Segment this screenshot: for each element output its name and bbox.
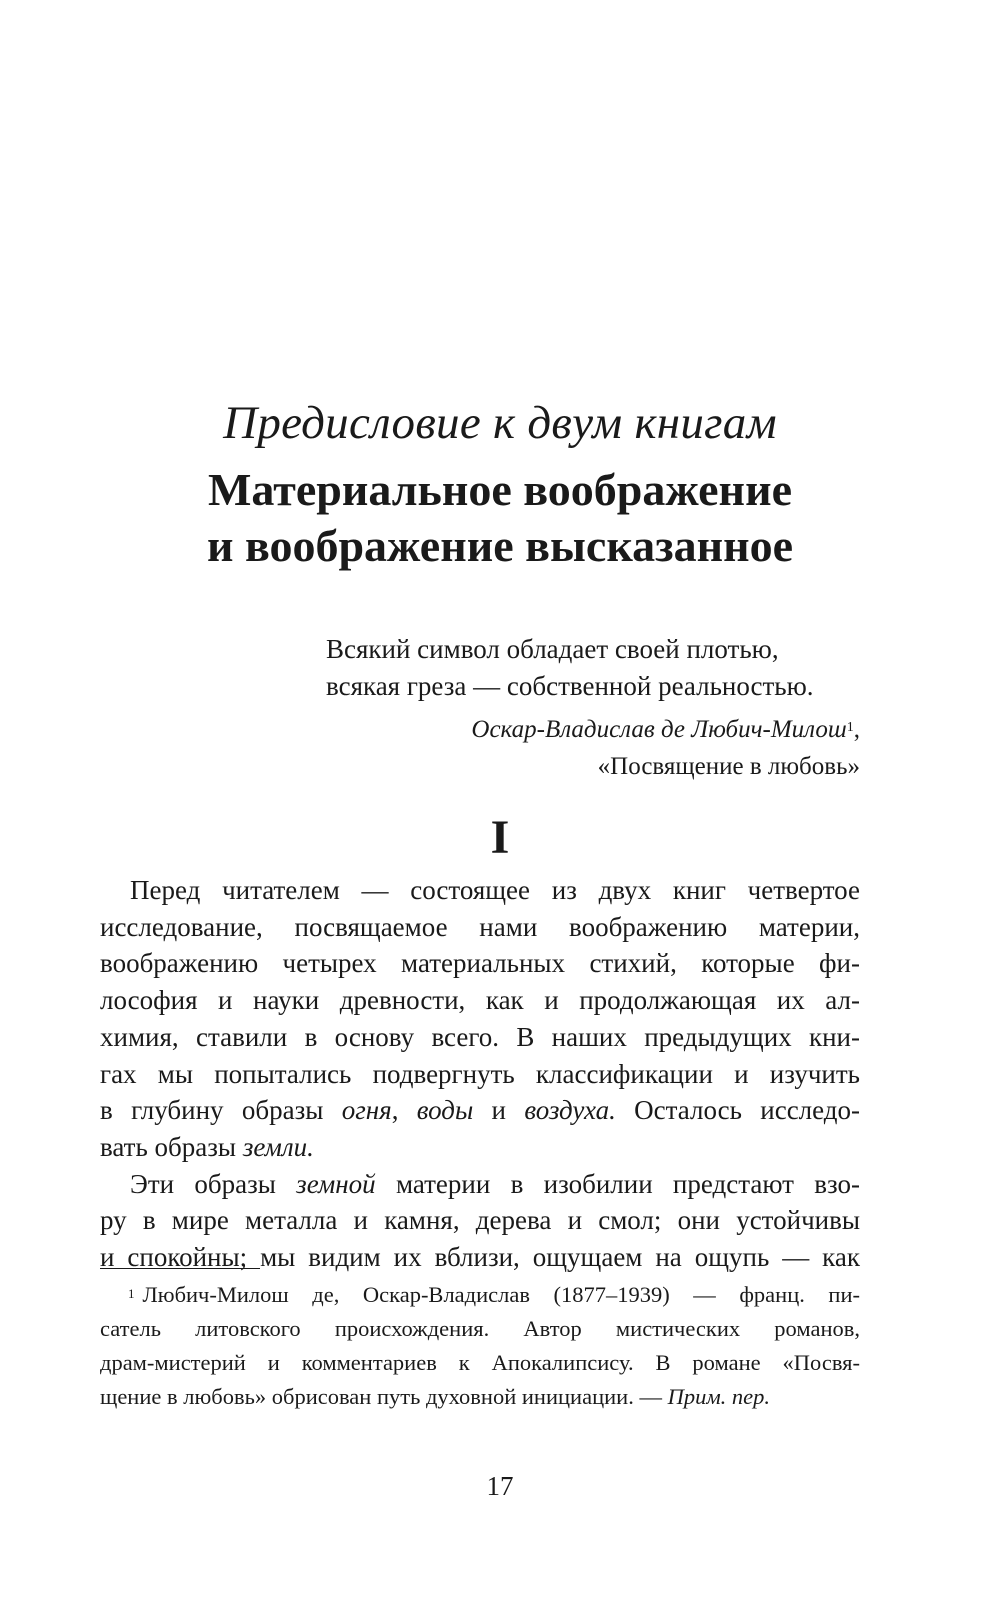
paragraph-1-line: исследование, посвящаемое нами воображению материи, [100,911,860,942]
epigraph-author [300,711,860,749]
paragraph-1-line: химия, ставили в основу всего. В наших предыдущих кни- [100,1021,860,1052]
section-number: I [490,811,510,864]
emphasis-water: воды [416,1095,474,1126]
footnote [100,1278,860,1414]
paragraph-2-line: и спокойны; мы видим их вблизи, ощущаем на ощупь — как [100,1242,860,1273]
footnote-divider [100,1268,260,1269]
paragraph-1-line: гах мы попытались подвергнуть классификации и изучить [100,1058,860,1089]
epigraph-source: «Посвящение в любовь» [597,753,860,780]
chapter-subtitle: Предисловие к двум книгам [223,397,777,449]
footnote-line: драм-мистерий и комментариев к Апокалипсису. В романе «Посвя- [100,1350,860,1375]
epigraph-author-comma: , [853,716,860,743]
paragraph-1-line: вать образы земли. [100,1131,314,1162]
emphasis-earthly: земной [296,1168,376,1199]
paragraph-1-line: Перед читателем — состоящее из двух книг четвертое [130,875,860,905]
epigraph-line-2 [300,667,860,705]
emphasis-fire: огня [341,1095,392,1126]
emphasis-earth: земли. [242,1131,314,1162]
footnote-mark: 1 [128,1286,135,1301]
paragraph-2-line: ру в мире металла и камня, дерева и смол; они устойчивы [100,1205,860,1236]
footnote-reference[interactable]: 1 [846,720,854,735]
footnote-line: сатель литовского происхождения. Автор мистических романов, [100,1316,860,1341]
chapter-title-line-1: Материальное воображение [208,464,792,515]
paragraph-1-line: воображению четырех материальных стихий, которые фи- [100,948,860,979]
body-text [100,872,860,1276]
emphasis-air: воздуха. [524,1095,616,1126]
chapter-title-line-2: и воображение высказанное [206,520,794,571]
chapter-title [0,462,1000,574]
paragraph-1-line: лософия и науки древности, как и продолжающая их ал- [100,985,860,1016]
epigraph-line-1 [300,630,860,668]
translator-note: Прим. пер. [667,1384,771,1409]
footnote-line: щение в любовь» обрисован путь духовной инициации. — Прим. пер. [100,1384,771,1409]
epigraph-text-1: Всякий символ обладает своей плотью, [326,634,779,664]
paragraph-2-line: Эти образы земной материи в изобилии предстают взо- [130,1168,860,1199]
epigraph-text-2: всякая греза — собственной реальностью. [326,671,814,701]
epigraph-author-name: Оскар-Владислав де Любич-Милош [471,716,847,743]
page-number: 17 [486,1471,514,1501]
paragraph-1-line: в глубину образы огня, воды и воздуха. Осталось исследо- [100,1095,861,1126]
footnote-line: $^1$ Любич-Милош де, Оскар-Владислав (1877–1939) — франц. пи- [100,1278,860,1312]
